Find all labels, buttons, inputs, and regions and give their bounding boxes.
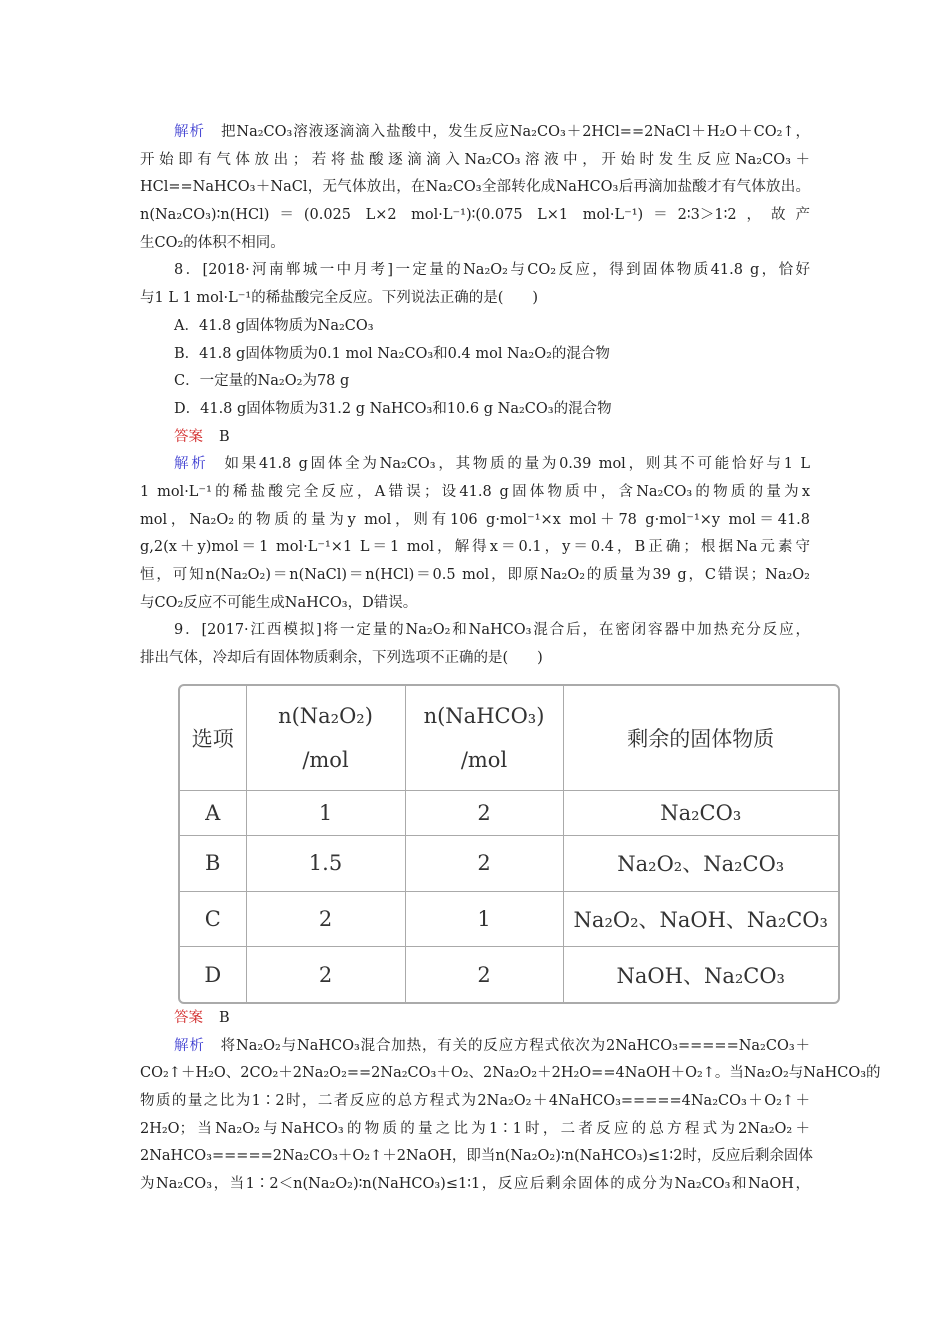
analysis-line: 解析 如果41.8 g固体全为Na₂CO₃，其物质的量为0.39 mol，则其不可能恰好与1 L bbox=[174, 456, 811, 473]
lower-text bbox=[140, 1005, 881, 1199]
table-row: A 1 2 Na₂CO₃ bbox=[180, 790, 838, 835]
analysis-line: 开始即有气体放出；若将盐酸逐滴滴入Na₂CO₃溶液中，开始时发生反应Na₂CO₃＋ bbox=[140, 151, 810, 168]
question-stem: 9．[2017·江西模拟]将一定量的Na₂O₂和NaHCO₃混合后，在密闭容器中加热充分反应， bbox=[174, 622, 810, 639]
option-b: B．41.8 g固体物质为0.1 mol Na₂CO₃和0.4 mol Na₂O₂的混合物 bbox=[174, 345, 610, 362]
answer-line bbox=[140, 424, 810, 452]
option-a: A．41.8 g固体物质为Na₂CO₃ bbox=[174, 317, 374, 334]
analysis-line: HCl==NaHCO₃＋NaCl，无气体放出，在Na₂CO₃全部转化成NaHCO₃后再滴加盐酸才有气体放出。 bbox=[140, 179, 810, 196]
header-option: 选项 bbox=[180, 686, 246, 790]
analysis-line: mol，Na₂O₂的物质的量为y mol，则有106 g·mol⁻¹×x mol＋78 g·mol⁻¹×y mol＝41.8 bbox=[140, 511, 810, 528]
header-residue: 剩余的固体物质 bbox=[563, 686, 838, 790]
question-stem: 与1 L 1 mol·L⁻¹的稀盐酸完全反应。下列说法正确的是( ) bbox=[140, 290, 539, 307]
upper-text bbox=[140, 119, 810, 673]
options-table bbox=[178, 684, 840, 1004]
answer-value: B bbox=[219, 1010, 230, 1026]
analysis-line: 1 mol·L⁻¹的稀盐酸完全反应，A错误；设41.8 g固体物质中，含Na₂CO₃的物质的量为x bbox=[140, 483, 810, 500]
answer-label: 答案 bbox=[174, 428, 203, 445]
analysis-line: 物质的量之比为1∶2时，二者反应的总方程式为2Na₂O₂＋4NaHCO₃=====4Na₂CO₃＋O₂↑＋ bbox=[140, 1093, 810, 1110]
analysis-line: n(Na₂CO₃)∶n(HCl)＝(0.025 L×2 mol·L⁻¹)∶(0.075 L×1 mol·L⁻¹)＝2∶3＞1∶2，故产 bbox=[140, 207, 810, 224]
analysis-line: CO₂↑＋H₂O、2CO₂＋2Na₂O₂==2Na₂CO₃＋O₂、2Na₂O₂＋2H₂O==4NaOH＋O₂↑。当Na₂O₂与NaHCO₃的 bbox=[140, 1065, 881, 1082]
analysis-line: 恒，可知n(Na₂O₂)＝n(NaCl)＝n(HCl)＝0.5 mol，即原Na₂O₂的质量为39 g，C错误；Na₂O₂ bbox=[140, 567, 810, 583]
header-na2o2: n(Na₂O₂) /mol bbox=[246, 686, 405, 790]
option-d: D．41.8 g固体物质为31.2 g NaHCO₃和10.6 g Na₂CO₃的混合物 bbox=[174, 400, 612, 417]
answer-value: B bbox=[219, 428, 230, 445]
analysis-label: 解析 bbox=[174, 1037, 205, 1054]
option-c: C．一定量的Na₂O₂为78 g bbox=[174, 373, 350, 390]
analysis-line: 解析 将Na₂O₂与NaHCO₃混合加热，有关的反应方程式依次为2NaHCO₃=====Na₂CO₃＋ bbox=[174, 1037, 810, 1054]
question-stem: 8．[2018·河南郸城一中月考]一定量的Na₂O₂与CO₂反应，得到固体物质41.8 g，恰好 bbox=[174, 262, 810, 279]
table-row: C 2 1 Na₂O₂、NaOH、Na₂CO₃ bbox=[180, 891, 838, 947]
answer-label: 答案 bbox=[174, 1010, 203, 1026]
analysis-line: 为Na₂CO₃，当1∶2＜n(Na₂O₂)∶n(NaHCO₃)≤1∶1，反应后剩余固体的成分为Na₂CO₃和NaOH， bbox=[140, 1176, 810, 1193]
answer-line bbox=[140, 1005, 810, 1033]
analysis-line: 与CO₂反应不可能生成NaHCO₃，D错误。 bbox=[140, 594, 418, 611]
analysis-line: 解析 把Na₂CO₃溶液逐滴滴入盐酸中，发生反应Na₂CO₃＋2HCl==2NaCl＋H₂O＋CO₂↑， bbox=[174, 124, 811, 140]
header-nahco3: n(NaHCO₃) /mol bbox=[405, 686, 563, 790]
analysis-label: 解析 bbox=[174, 456, 209, 473]
analysis-line: g,2(x＋y)mol＝1 mol·L⁻¹×1 L＝1 mol，解得x＝0.1，y＝0.4，B正确；根据Na元素守 bbox=[140, 539, 810, 556]
question-stem: 排出气体，冷却后有固体物质剩余，下列选项不正确的是( ) bbox=[140, 650, 543, 667]
analysis-label: 解析 bbox=[174, 124, 205, 140]
analysis-line: 2H₂O；当Na₂O₂与NaHCO₃的物质的量之比为1∶1时，二者反应的总方程式为2Na₂O₂＋ bbox=[140, 1120, 810, 1137]
table-row: D 2 2 NaOH、Na₂CO₃ bbox=[180, 947, 838, 1002]
analysis-line: 2NaHCO₃=====2Na₂CO₃＋O₂↑＋2NaOH，即当n(Na₂O₂)∶n(NaHCO₃)≤1∶2时，反应后剩余固体 bbox=[140, 1148, 813, 1165]
analysis-line: 生CO₂的体积不相同。 bbox=[140, 234, 285, 251]
table-header-row bbox=[180, 686, 838, 790]
table-row: B 1.5 2 Na₂O₂、Na₂CO₃ bbox=[180, 835, 838, 891]
